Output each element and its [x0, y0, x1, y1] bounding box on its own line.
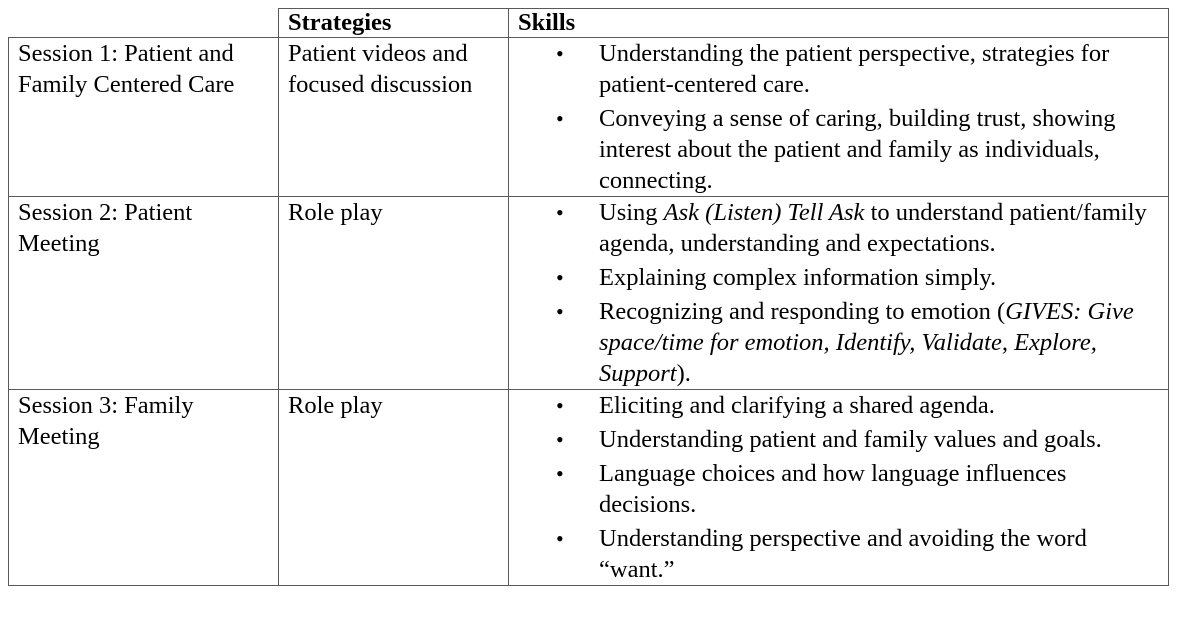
skill-text-italic: Ask (Listen) Tell Ask — [663, 199, 865, 226]
skills-cell — [509, 38, 1169, 197]
skill-text: Understanding perspective and avoiding the word “want.” — [599, 525, 1087, 583]
bullet-icon: • — [556, 461, 564, 486]
strategy-cell: Role play — [279, 390, 509, 586]
skill-text: Recognizing and responding to emotion ( — [599, 298, 1006, 325]
bullet-icon: • — [556, 393, 564, 418]
skills-list — [518, 197, 1162, 389]
bullet-icon: • — [556, 526, 564, 551]
session-cell: Session 1: Patient and Family Centered Care — [9, 38, 279, 197]
bullet-icon: • — [556, 299, 564, 324]
skill-item — [518, 262, 1162, 293]
skill-text: Using — [599, 199, 664, 226]
skills-list — [518, 390, 1162, 585]
skills-cell — [509, 197, 1169, 390]
skill-item — [518, 296, 1162, 389]
header-session — [9, 9, 279, 38]
header-strategies: Strategies — [279, 9, 509, 38]
table-row — [9, 197, 1169, 390]
skills-cell — [509, 390, 1169, 586]
bullet-icon: • — [556, 200, 564, 225]
skill-item — [518, 197, 1162, 259]
table-row — [9, 390, 1169, 586]
session-cell: Session 2: Patient Meeting — [9, 197, 279, 390]
bullet-icon: • — [556, 265, 564, 290]
bullet-icon: • — [556, 427, 564, 452]
header-skills: Skills — [509, 9, 1169, 38]
skills-list — [518, 38, 1162, 196]
skill-item — [518, 458, 1162, 520]
skill-text: Understanding patient and family values and goals. — [599, 426, 1102, 453]
skill-item — [518, 103, 1162, 196]
skill-item — [518, 424, 1162, 455]
skill-text: Conveying a sense of caring, building trust, showing interest about the patient and family as individuals, connecting. — [599, 105, 1116, 194]
curriculum-table — [8, 8, 1169, 586]
table-row — [9, 38, 1169, 197]
skill-text: Eliciting and clarifying a shared agenda. — [599, 392, 995, 419]
bullet-icon: • — [556, 106, 564, 131]
header-row — [9, 9, 1169, 38]
session-cell: Session 3: Family Meeting — [9, 390, 279, 586]
skill-text-italic: GIVES: Give space/time for emotion, Identify, Validate, Explore, Support — [599, 298, 1134, 387]
skill-text: Language choices and how language influences decisions. — [599, 460, 1067, 518]
strategy-cell: Role play — [279, 197, 509, 390]
skill-item — [518, 38, 1162, 100]
skill-text: Understanding the patient perspective, strategies for patient-centered care. — [599, 40, 1110, 98]
strategy-cell: Patient videos and focused discussion — [279, 38, 509, 197]
skill-text: Explaining complex information simply. — [599, 264, 997, 291]
skill-text: ). — [676, 360, 691, 387]
skill-item — [518, 523, 1162, 585]
skill-item — [518, 390, 1162, 421]
bullet-icon: • — [556, 41, 564, 66]
skill-text: to understand patient/family agenda, understanding and expectations. — [599, 199, 1147, 257]
